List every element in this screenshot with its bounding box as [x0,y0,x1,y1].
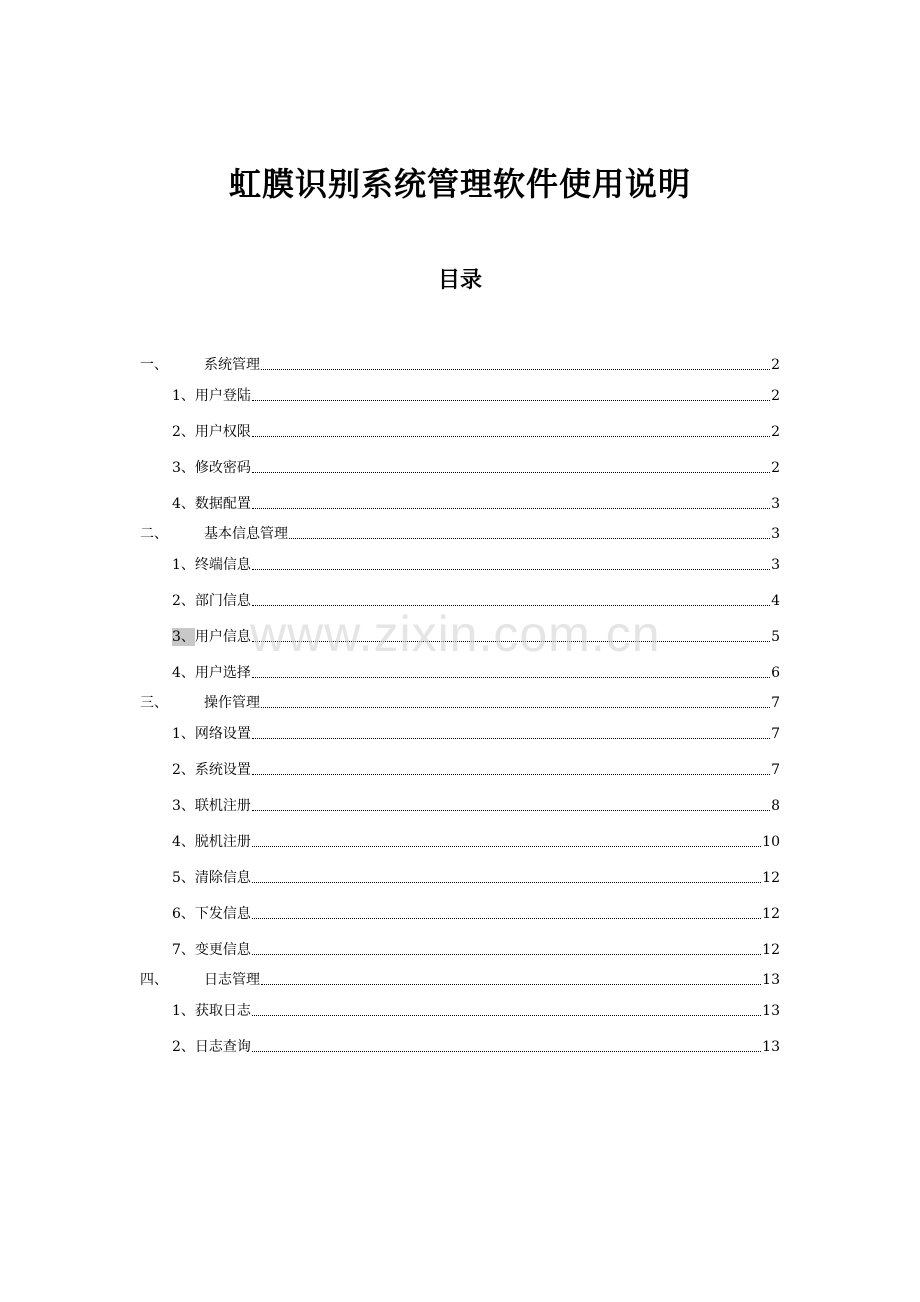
toc-entry-page: 12 [762,870,780,886]
toc-entry-number: 一、 [140,357,168,373]
toc-entry-operation-management[interactable] [140,692,780,712]
toc-entry-log-query[interactable] [172,1036,780,1056]
toc-entry-user-info[interactable] [172,626,780,646]
toc-leader-dots [252,604,770,606]
toc-entry-get-logs[interactable] [172,1000,780,1020]
toc-entry-title: 日志管理 [204,972,260,988]
toc-entry-page: 6 [771,665,780,681]
toc-entry-title: 清除信息 [194,870,251,886]
toc-entry-page: 3 [771,557,780,573]
watermark-text: www.zixin.com.cn [250,606,661,662]
toc-entry-page: 2 [771,424,780,440]
toc-entry-user-permissions[interactable] [172,421,780,441]
toc-leader-dots [252,568,770,570]
toc-entry-issue-info[interactable] [172,903,780,923]
toc-entry-data-config[interactable] [172,493,780,513]
toc-entry-title: 用户信息 [194,629,251,645]
toc-entry-number: 4、 [172,834,195,850]
toc-entry-title: 网络设置 [194,726,251,742]
toc-leader-dots [289,537,770,539]
toc-entry-number: 3、 [172,460,195,476]
toc-entry-system-settings[interactable] [172,759,780,779]
toc-entry-number: 2、 [172,762,195,778]
toc-leader-dots [252,1014,761,1016]
toc-entry-title: 系统设置 [194,762,251,778]
toc-entry-page: 2 [771,388,780,404]
toc-entry-page: 4 [771,593,780,609]
toc-entry-title: 用户权限 [194,424,251,440]
toc-entry-department-info[interactable] [172,590,780,610]
toc-leader-dots [252,507,770,509]
toc-entry-page: 13 [762,1039,780,1055]
toc-entry-title: 数据配置 [194,496,251,512]
toc-leader-dots [252,435,770,437]
toc-entry-page: 8 [771,798,780,814]
toc-entry-offline-registration[interactable] [172,831,780,851]
toc-entry-title: 系统管理 [204,357,260,373]
toc-entry-change-password[interactable] [172,457,780,477]
toc-entry-number: 4、 [172,665,195,681]
toc-entry-page: 2 [771,357,780,373]
toc-entry-title: 部门信息 [194,593,251,609]
toc-leader-dots [252,676,770,678]
toc-entry-number: 1、 [172,1003,195,1019]
toc-entry-number: 2、 [172,593,195,609]
toc-entry-log-management[interactable] [140,969,780,989]
toc-entry-number: 1、 [172,557,195,573]
toc-leader-dots [252,953,761,955]
toc-entry-title: 脱机注册 [194,834,251,850]
toc-entry-system-management[interactable] [140,354,780,374]
toc-leader-dots [252,881,761,883]
toc-entry-number: 3、 [172,798,195,814]
toc-leader-dots [261,706,770,708]
toc-entry-page: 7 [771,726,780,742]
toc-entry-basic-info-management[interactable] [140,523,780,543]
toc-entry-title: 用户选择 [194,665,251,681]
toc-entry-terminal-info[interactable] [172,554,780,574]
toc-entry-page: 13 [762,972,780,988]
toc-leader-dots [252,917,761,919]
toc-entry-page: 7 [771,762,780,778]
toc-entry-number: 二、 [140,526,168,542]
toc-entry-number: 3、 [172,629,195,645]
toc-entry-user-selection[interactable] [172,662,780,682]
toc-entry-page: 5 [771,629,780,645]
toc-leader-dots [252,640,770,642]
toc-entry-title: 获取日志 [194,1003,251,1019]
toc-entry-title: 下发信息 [194,906,251,922]
toc-entry-title: 日志查询 [194,1039,251,1055]
toc-leader-dots [261,368,770,370]
toc-entry-title: 终端信息 [194,557,251,573]
toc-leader-dots [252,471,770,473]
toc-heading: 目录 [437,267,482,293]
toc-entry-number: 三、 [140,695,168,711]
toc-entry-page: 3 [771,526,780,542]
toc-leader-dots [252,399,770,401]
toc-entry-number: 2、 [172,424,195,440]
document-title: 虹膜识别系统管理软件使用说明 [228,165,691,203]
toc-entry-page: 12 [762,906,780,922]
toc-entry-user-login[interactable] [172,385,780,405]
toc-entry-page: 10 [762,834,780,850]
toc-entry-page: 13 [762,1003,780,1019]
toc-entry-page: 2 [771,460,780,476]
toc-entry-page: 7 [771,695,780,711]
toc-entry-title: 联机注册 [194,798,251,814]
toc-entry-number: 4、 [172,496,195,512]
toc-entry-change-info[interactable] [172,939,780,959]
toc-entry-number: 1、 [172,388,195,404]
toc-entry-number: 5、 [172,870,195,886]
toc-leader-dots [252,809,770,811]
toc-entry-page: 3 [771,496,780,512]
toc-entry-number: 7、 [172,942,195,958]
toc-entry-number: 2、 [172,1039,195,1055]
toc-entry-title: 用户登陆 [194,388,251,404]
toc-leader-dots [252,1050,761,1052]
toc-entry-clear-info[interactable] [172,867,780,887]
toc-entry-online-registration[interactable] [172,795,780,815]
toc-leader-dots [252,737,770,739]
toc-leader-dots [252,773,770,775]
toc-entry-title: 修改密码 [194,460,251,476]
toc-leader-dots [252,845,761,847]
toc-entry-number: 四、 [140,972,168,988]
toc-entry-number: 6、 [172,906,195,922]
toc-entry-number: 1、 [172,726,195,742]
toc-entry-title: 变更信息 [194,942,251,958]
toc-entry-title: 基本信息管理 [204,526,288,542]
toc-entry-page: 12 [762,942,780,958]
toc-leader-dots [261,983,761,985]
toc-entry-network-settings[interactable] [172,723,780,743]
toc-entry-title: 操作管理 [204,695,260,711]
